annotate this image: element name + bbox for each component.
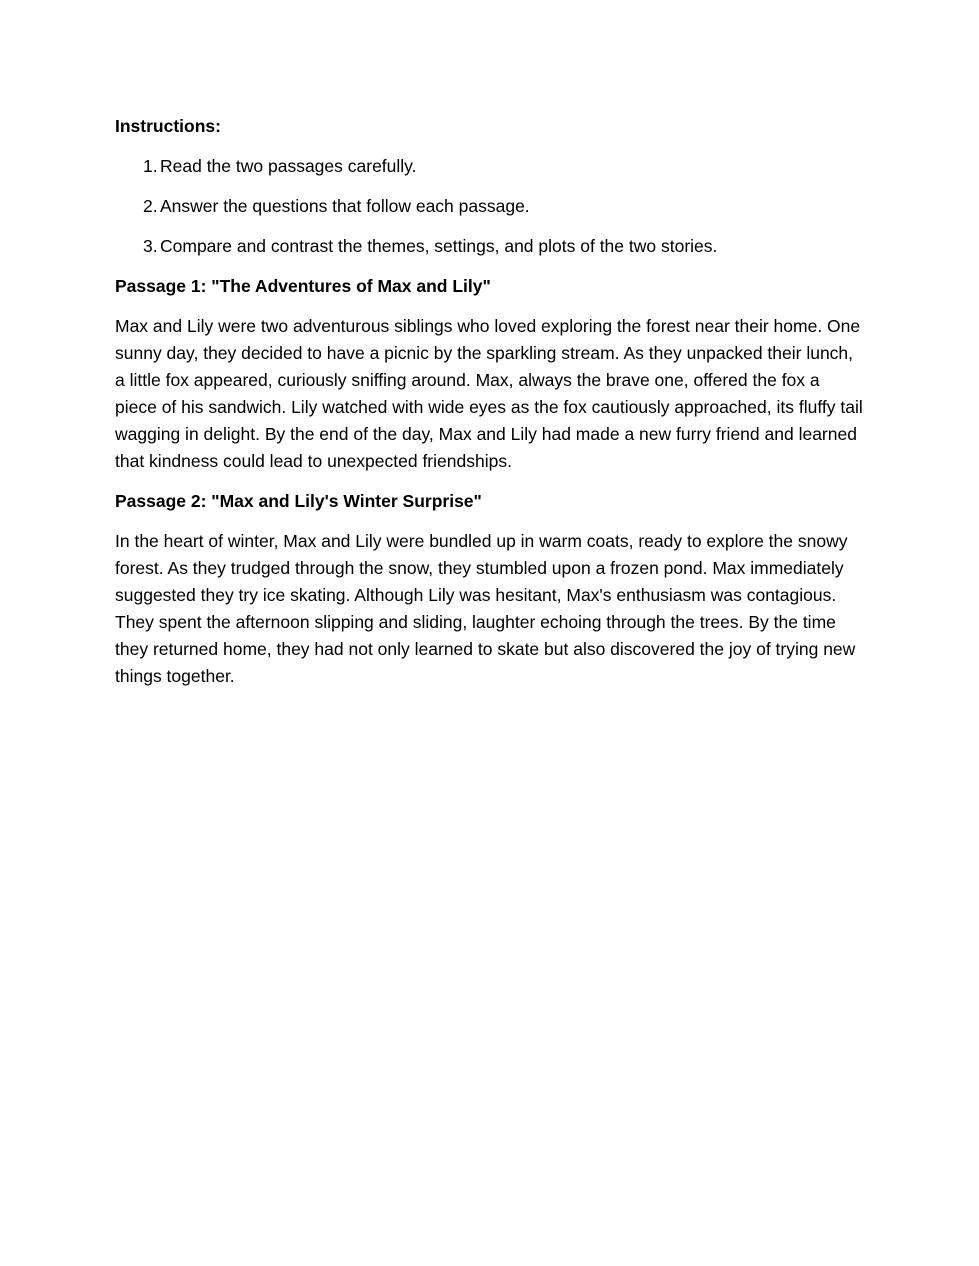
list-item-text: Answer the questions that follow each passage. [160, 196, 530, 216]
list-item-number: 2. [143, 196, 158, 216]
list-item-number: 3. [143, 236, 158, 256]
passage-1-body: Max and Lily were two adventurous siblings who loved exploring the forest near their home. One sunny day, they decided to have a picnic by the sparkling stream. As they unpacked their lunch, a little fox appeared, curiously sniffing around. Max, always the brave one, offered the fox a piece of his sandwich. Lily watched with wide eyes as the fox cautiously approached, its fluffy tail wagging in delight. By the end of the day, Max and Lily had made a new furry friend and learned that kindness could lead to unexpected friendships. [115, 316, 863, 471]
passage-1-title: Passage 1: "The Adventures of Max and Lily" [115, 276, 491, 296]
list-item [115, 233, 865, 260]
list-item [115, 193, 865, 220]
list-item-text: Read the two passages carefully. [160, 156, 417, 176]
document-content [115, 113, 865, 703]
passage-2-body: In the heart of winter, Max and Lily were bundled up in warm coats, ready to explore the snowy forest. As they trudged through the snow, they stumbled upon a frozen pond. Max immediately suggested they try ice skating. Although Lily was hesitant, Max's enthusiasm was contagious. They spent the afternoon slipping and sliding, laughter echoing through the trees. By the time they returned home, they had not only learned to skate but also discovered the joy of trying new things together. [115, 531, 856, 686]
passage-2-title: Passage 2: "Max and Lily's Winter Surprise" [115, 491, 482, 511]
list-item-text: Compare and contrast the themes, settings, and plots of the two stories. [160, 236, 718, 256]
list-item-number: 1. [143, 156, 158, 176]
instructions-list [115, 153, 865, 260]
list-item [115, 153, 865, 180]
instructions-heading: Instructions: [115, 116, 221, 136]
